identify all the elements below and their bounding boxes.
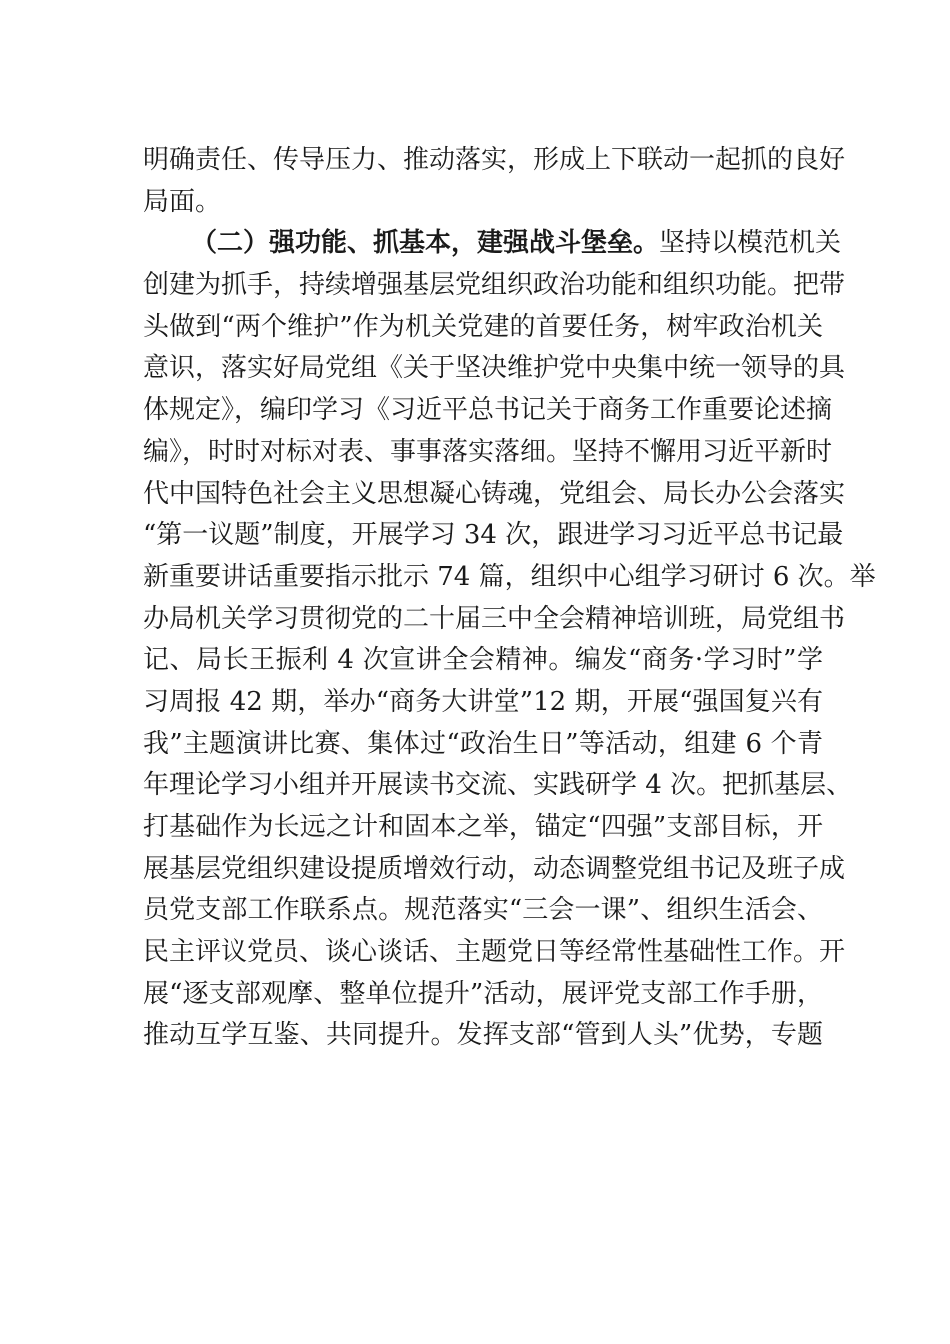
section-heading-line [143,223,842,265]
text-line: 创建为抓手，持续增强基层党组织政治功能和组织功能。把带 [143,270,846,301]
body-text [143,140,876,1057]
section-heading: （二）强功能、抓基本，建强战斗堡垒。 [191,228,660,259]
text-line: 习周报 42 期，举办“商务大讲堂”12 期，开展“强国复兴有 [143,686,823,717]
text-line: 办局机关学习贯彻党的二十届三中全会精神培训班，局党组书 [143,603,846,634]
text-line: 我”主题演讲比赛、集体过“政治生日”等活动，组建 6 个青 [143,728,823,759]
text-line: 员党支部工作联系点。规范落实“三会一课”、组织生活会、 [143,895,823,926]
text-line: 局面。 [143,186,222,217]
text-line: “第一议题”制度，开展学习 34 次，跟进学习习近平总书记最 [143,520,844,551]
text-line: 体规定》，编印学习《习近平总书记关于商务工作重要论述摘 [143,395,833,426]
text-line: 明确责任、传导压力、推动落实，形成上下联动一起抓的良好 [143,145,846,175]
text-line: 展基层党组织建设提质增效行动，动态调整党组书记及班子成 [143,853,846,884]
text-line: 展“逐支部观摩、整单位提升”活动，展评党支部工作手册， [143,978,823,1009]
text-line: 年理论学习小组并开展读书交流、实践研学 4 次。把抓基层、 [143,770,853,801]
text-line: 记、局长王振利 4 次宣讲全会精神。编发“商务·学习时”学 [143,645,823,676]
text-line: 推动互学互鉴、共同提升。发挥支部“管到人头”优势，专题 [143,1020,823,1051]
text-line: 代中国特色社会主义思想凝心铸魂，党组会、局长办公会落实 [143,478,846,509]
text-line: 民主评议党员、谈心谈话、主题党日等经常性基础性工作。开 [143,937,846,968]
text-line: 打基础作为长远之计和固本之举，锚定“四强”支部目标，开 [143,812,823,842]
text-fragment: 坚持以模范机关 [659,228,842,259]
text-line: 意识，落实好局党组《关于坚决维护党中央集中统一领导的具 [143,353,846,384]
text-line: 编》，时时对标对表、事事落实落细。坚持不懈用习近平新时 [143,436,833,467]
text-line: 新重要讲话重要指示批示 74 篇，组织中心组学习研讨 6 次。举 [143,561,876,592]
text-line: 头做到“两个维护”作为机关党建的首要任务，树牢政治机关 [143,311,823,342]
